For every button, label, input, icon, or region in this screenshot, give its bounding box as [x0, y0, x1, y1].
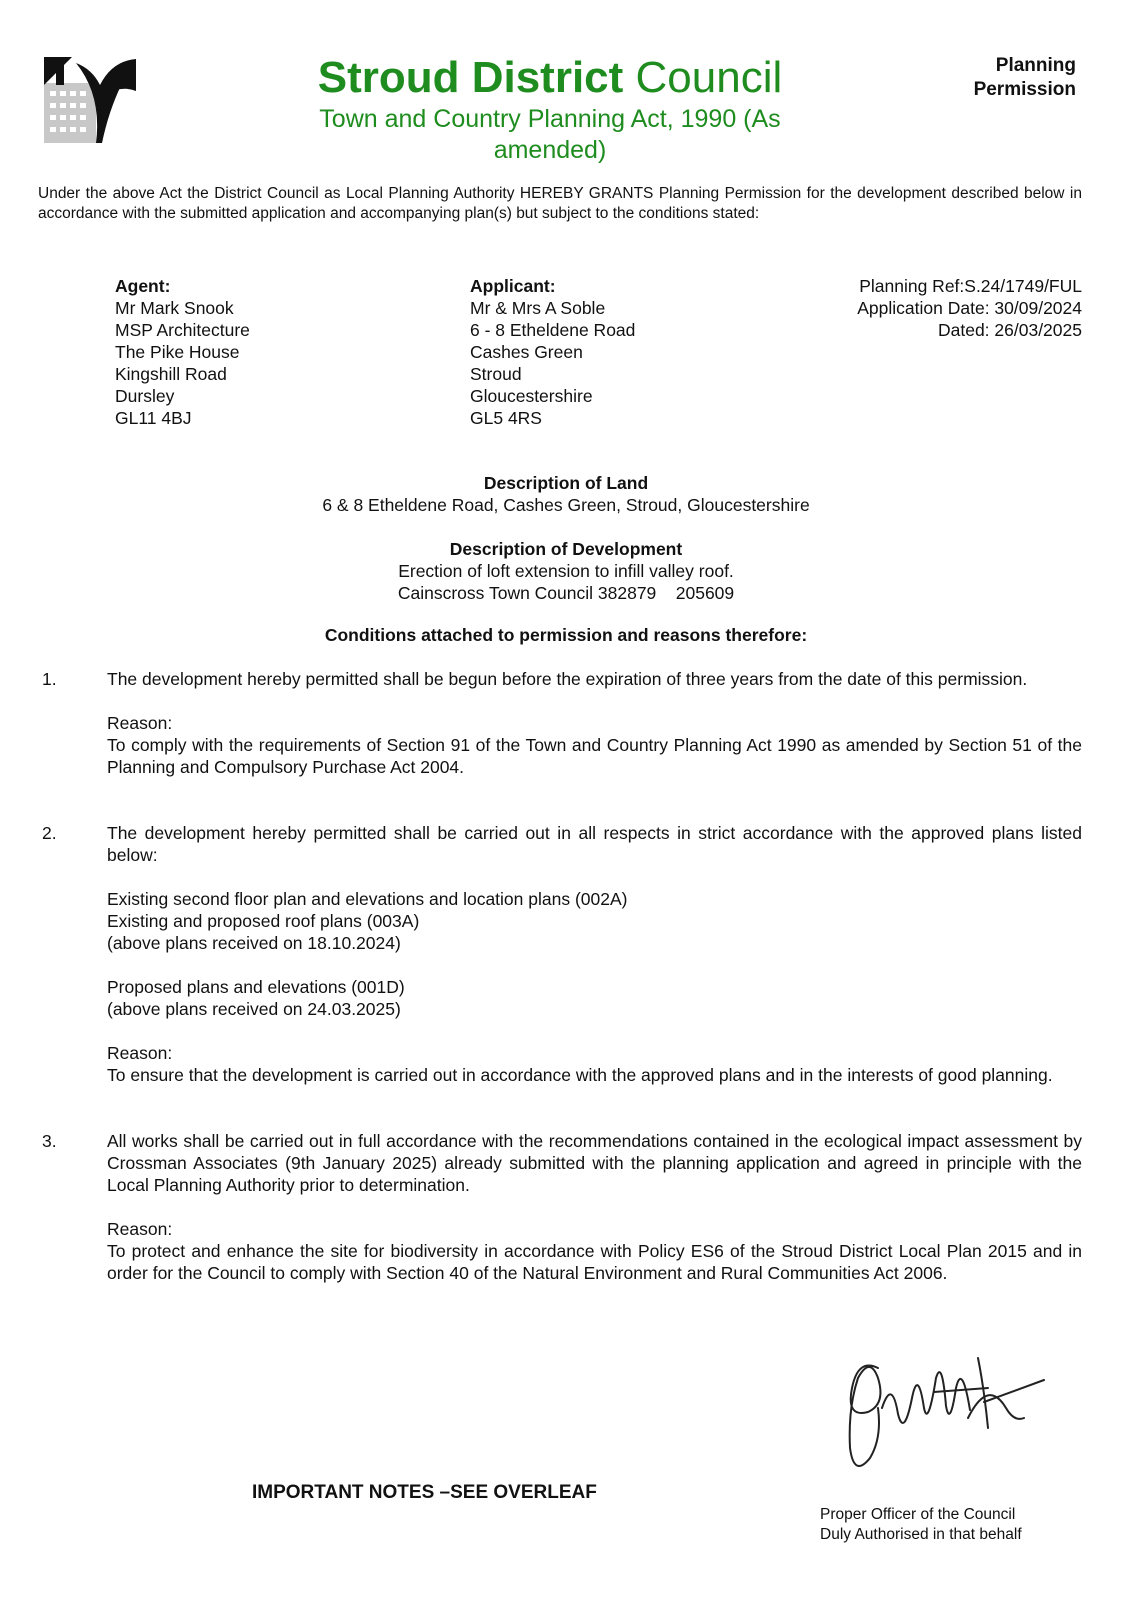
officer-line: Duly Authorised in that behalf: [820, 1526, 1022, 1543]
document-type: [916, 54, 1076, 102]
agent-label: Agent:: [115, 276, 171, 296]
applicant-block: [470, 275, 635, 429]
condition-3: [42, 1130, 1082, 1306]
council-logo: [42, 55, 138, 145]
applicant-label: Applicant:: [470, 276, 556, 296]
land-label: Description of Land: [483, 473, 649, 493]
application-date: Application Date: 30/09/2024: [857, 298, 1082, 318]
plan-line: Existing and proposed roof plans (003A): [107, 911, 420, 931]
reason-text: To ensure that the development is carried out in accordance with the approved plans and in the interests of good planning.: [107, 1065, 1053, 1085]
intro-paragraph: Under the above Act the District Council as Local Planning Authority HEREBY GRANTS Planning Permission for the development described below in accordance with the submitted application and accompanying plan(s) but subject to the conditions stated:: [38, 185, 1082, 222]
condition-text: All works shall be carried out in full accordance with the recommendations contained in the ecological impact assessment by Crossman Associates (9th January 2025) already submitted with the planning application and agreed in principle with the Local Planning Authority prior to determination.: [107, 1131, 1082, 1195]
important-notes: IMPORTANT NOTES –SEE OVERLEAF: [252, 1482, 597, 1503]
development-line: Cainscross Town Council 382879 205609: [397, 583, 735, 603]
agent-line: GL11 4BJ: [115, 408, 192, 428]
development-section: [0, 538, 1132, 604]
dated: Dated: 26/03/2025: [937, 320, 1082, 340]
council-title-bold: Stroud District: [317, 53, 624, 102]
condition-text: The development hereby permitted shall be carried out in all respects in strict accordance with the approved plans listed below:: [107, 823, 1082, 865]
reference-block: [857, 275, 1082, 341]
document-type-line2: Permission: [973, 79, 1076, 100]
agent-line: The Pike House: [115, 342, 240, 362]
reason-label: Reason:: [107, 1043, 173, 1063]
land-text: 6 & 8 Etheldene Road, Cashes Green, Stroud, Gloucestershire: [322, 495, 810, 515]
council-title: [230, 52, 870, 104]
reason-text: To protect and enhance the site for biodiversity in accordance with Policy ES6 of the Stroud District Local Plan 2015 and in order for the Council to comply with Section 40 of the Natural Environment and Rural Communities Act 2006.: [107, 1241, 1082, 1283]
reason-label: Reason:: [107, 713, 173, 733]
applicant-line: Stroud: [470, 364, 522, 384]
applicant-line: GL5 4RS: [470, 408, 542, 428]
agent-line: Kingshill Road: [115, 364, 227, 384]
act-subtitle: Town and Country Planning Act, 1990 (As amended): [319, 105, 781, 164]
conditions-heading: Conditions attached to permission and reasons therefore:: [324, 625, 808, 645]
development-label: Description of Development: [449, 539, 683, 559]
agent-line: MSP Architecture: [115, 320, 250, 340]
land-section: [0, 472, 1132, 516]
signature: [838, 1348, 1058, 1478]
plan-line: (above plans received on 24.03.2025): [107, 999, 401, 1019]
agent-line: Mr Mark Snook: [115, 298, 234, 318]
development-line: Erection of loft extension to infill valley roof.: [398, 561, 734, 581]
condition-number: 3.: [42, 1131, 57, 1151]
plan-line: Existing second floor plan and elevations and location plans (002A): [107, 889, 628, 909]
applicant-line: 6 - 8 Etheldene Road: [470, 320, 636, 340]
reason-label: Reason:: [107, 1219, 173, 1239]
document-type-line1: Planning: [995, 55, 1076, 76]
condition-2: [42, 822, 1082, 1108]
officer-line: Proper Officer of the Council: [820, 1506, 1016, 1523]
officer-block: [820, 1505, 1022, 1545]
agent-block: [115, 275, 250, 429]
council-title-light: Council: [635, 53, 783, 102]
condition-text: The development hereby permitted shall be begun before the expiration of three years from the date of this permission.: [107, 669, 1028, 689]
applicant-line: Mr & Mrs A Soble: [470, 298, 606, 318]
condition-1: [42, 668, 1082, 800]
agent-line: Dursley: [115, 386, 175, 406]
plan-line: (above plans received on 18.10.2024): [107, 933, 401, 953]
applicant-line: Cashes Green: [470, 342, 583, 362]
planning-ref: Planning Ref:S.24/1749/FUL: [859, 276, 1082, 296]
condition-number: 1.: [42, 669, 57, 689]
reason-text: To comply with the requirements of Section 91 of the Town and Country Planning Act 1990 as amended by Section 51 of the Planning and Compulsory Purchase Act 2004.: [107, 735, 1082, 777]
applicant-line: Gloucestershire: [470, 386, 593, 406]
condition-number: 2.: [42, 823, 57, 843]
plan-line: Proposed plans and elevations (001D): [107, 977, 405, 997]
